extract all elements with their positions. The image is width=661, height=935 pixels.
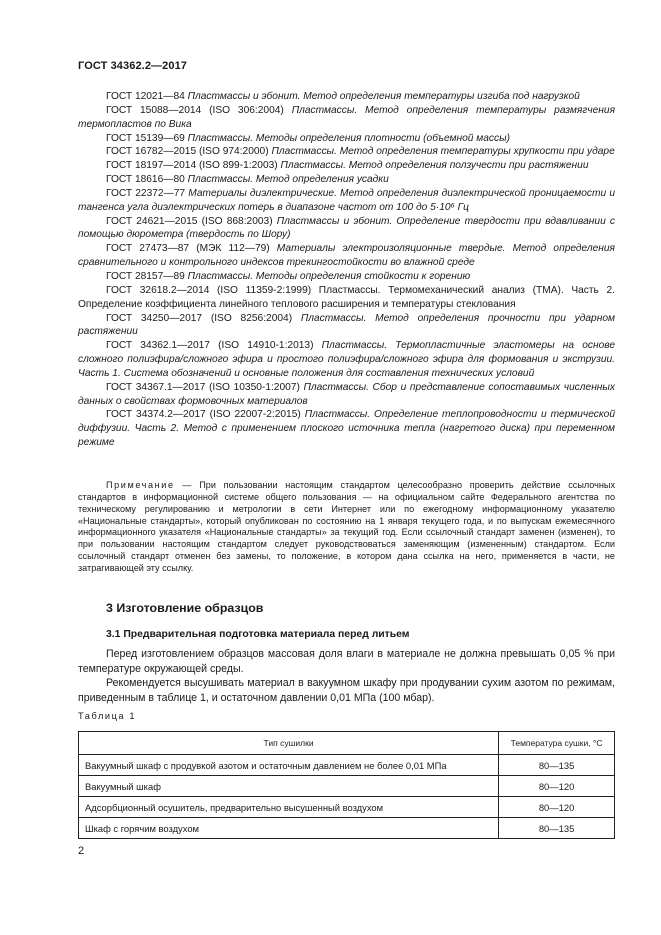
note-block — [78, 480, 615, 575]
reference-item: ГОСТ 18197—2014 (ISO 899-1:2003) Пластмассы. Метод определения ползучести при растяжении — [106, 160, 589, 172]
table-header-row — [79, 732, 615, 755]
table-cell: Адсорбционный осушитель, предварительно высушенный воздухом — [79, 797, 499, 818]
body-text — [78, 647, 615, 705]
drying-table — [78, 731, 615, 839]
table-caption: Таблица 1 — [78, 711, 137, 721]
note-label: Примечание — [106, 480, 175, 490]
table-header-cell: Температура сушки, °С — [499, 732, 615, 755]
reference-item: ГОСТ 34374.2—2017 (ISO 22007-2:2015) Пластмассы. Определение теплопроводности и термической диффузии. Часть 2. Метод с применением плоского источника тепла (нагретого диска) при переменном режиме — [78, 409, 615, 449]
paragraph: Перед изготовлением образцов массовая доля влаги в материале не должна превышать 0,05 % при температуре окружающей среды. — [78, 648, 615, 675]
table-cell: 80—120 — [499, 797, 615, 818]
reference-item: ГОСТ 34250—2017 (ISO 8256:2004) Пластмассы. Метод определения прочности при ударном растяжении — [78, 312, 615, 338]
reference-item: ГОСТ 22372—77 Материалы диэлектрические. Метод определения диэлектрической проницаемости и тангенса угла диэлектрических потерь в диапазоне частот от 100 до 5·10⁶ Гц — [78, 187, 615, 213]
page-number: 2 — [78, 845, 85, 857]
subsection-heading: 3.1 Предварительная подготовка материала перед литьем — [106, 629, 410, 640]
table-row — [79, 797, 615, 818]
table-cell: Вакуумный шкаф с продувкой азотом и остаточным давлением не более 0,01 МПа — [79, 755, 499, 776]
table-cell: Вакуумный шкаф — [79, 776, 499, 797]
table-cell: 80—135 — [499, 818, 615, 839]
reference-item: ГОСТ 28157—89 Пластмассы. Методы определения стойкости к горению — [106, 270, 471, 282]
section-heading: 3 Изготовление образцов — [106, 601, 264, 615]
reference-item: ГОСТ 27473—87 (МЭК 112—79) Материалы электроизоляционные твердые. Метод определения сравнительного и контрольного индексов трекингостойкости во влажной среде — [78, 243, 615, 269]
table-cell: Шкаф с горячим воздухом — [79, 818, 499, 839]
reference-item: ГОСТ 15139—69 Пластмассы. Методы определения плотности (объемной массы) — [106, 132, 510, 144]
reference-item: ГОСТ 12021—84 Пластмассы и эбонит. Метод определения температуры изгиба под нагрузкой — [106, 91, 580, 102]
table-row — [79, 755, 615, 776]
reference-item: ГОСТ 34367.1—2017 (ISO 10350-1:2007) Пластмассы. Сбор и представление сопоставимых численных данных о свойствах формовочных материалов — [78, 381, 615, 407]
table-row — [79, 818, 615, 839]
reference-item: ГОСТ 24621—2015 (ISO 868:2003) Пластмассы и эбонит. Определение твердости при вдавливании с помощью дюрометра (твердость по Шору) — [78, 215, 615, 241]
reference-item: ГОСТ 15088—2014 (ISO 306:2004) Пластмассы. Метод определения температуры размягчения термопластов по Вика — [78, 104, 616, 130]
document-header: ГОСТ 34362.2—2017 — [78, 60, 188, 72]
paragraph: Рекомендуется высушивать материал в вакуумном шкафу при продувании сухим азотом по режимам, приведенным в таблице 1, и остаточном давлении 0,01 МПа (100 мбар). — [78, 677, 615, 704]
reference-item: ГОСТ 18616—80 Пластмассы. Метод определения усадки — [106, 174, 389, 186]
table-cell: 80—135 — [499, 755, 615, 776]
table-cell: 80—120 — [499, 776, 615, 797]
table-row — [79, 776, 615, 797]
reference-item: ГОСТ 16782—2015 (ISO 974:2000) Пластмассы. Метод определения температуры хрупкости при ударе — [106, 146, 615, 158]
reference-item: ГОСТ 34362.1—2017 (ISO 14910-1:2013) Пластмассы. Термопластичные эластомеры на основе сложного полиэфира/сложного эфира и простого полиэфира/сложного эфира для формования и экструзии. Часть 1. Система обозначений и основные положения для составления технических условий — [78, 340, 615, 379]
references-list — [78, 90, 615, 450]
table-header-cell: Тип сушилки — [79, 732, 499, 755]
note-text: — При пользовании настоящим стандартом целесообразно проверить действие ссылочных стандартов в информационной системе общего пользования — на официальном сайте Федерального агентства по техническому регулированию и метрологии в сети Интернет или по ежегодному информационному указателю «Национальные стандарты», который опубликован по состоянию на 1 января текущего года, и по выпускам ежемесячного информационного указателя «Национальные стандарты» за текущий год. Если ссылочный стандарт заменен (изменен), то при пользовании настоящим стандартом следует руководствоваться заменяющим (измененным) стандартом. Если ссылочный стандарт отменен без замены, то положение, в котором дана ссылка на него, применяется в части, не затрагивающей эту ссылку. — [78, 480, 615, 573]
reference-item: ГОСТ 32618.2—2014 (ISO 11359-2:1999) Пластмассы. Термомеханический анализ (ТМА). Часть 2. Определение коэффициента линейного теплового расширения и температуры стеклования — [78, 284, 615, 310]
